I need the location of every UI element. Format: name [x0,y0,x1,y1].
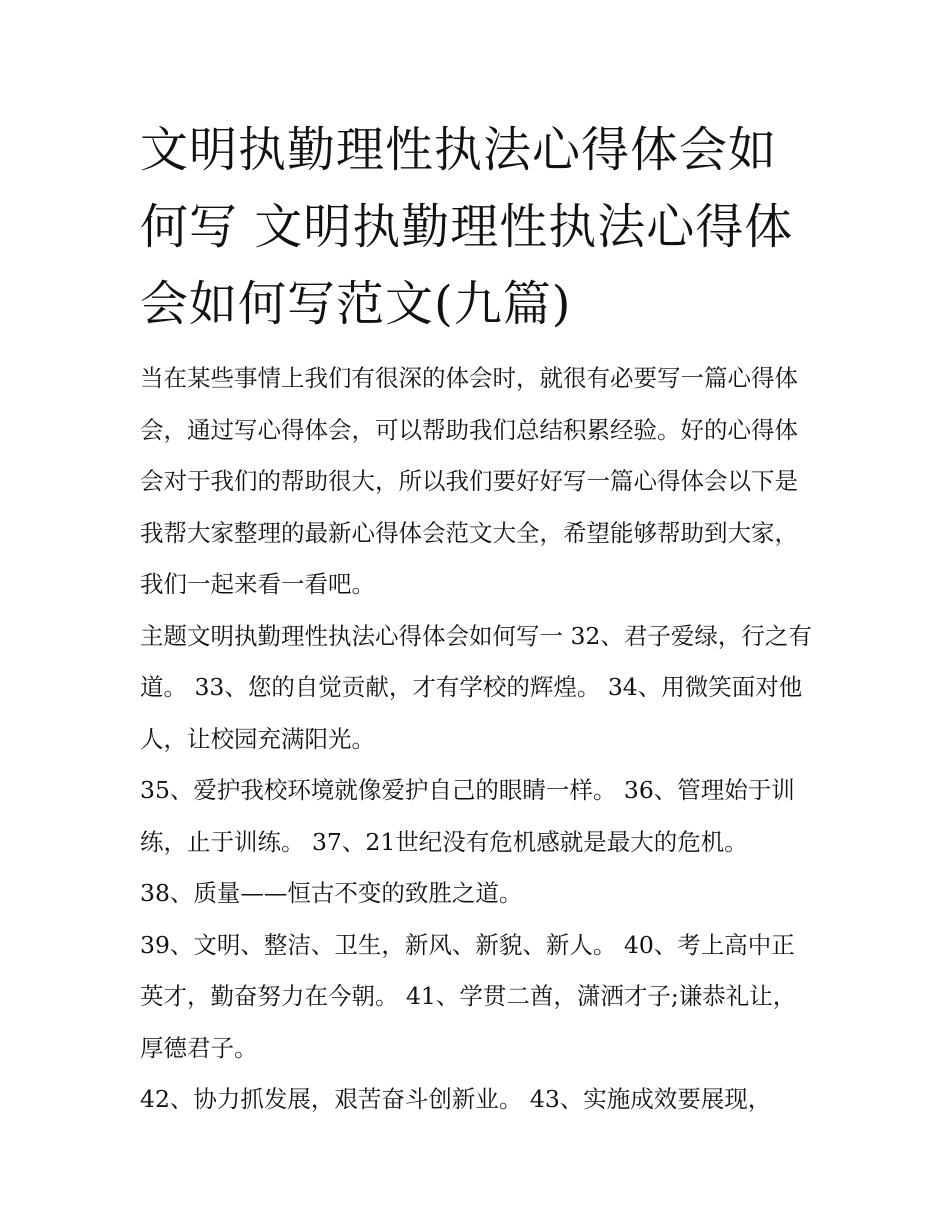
document-page [140,112,815,1126]
paragraph-slogans-35-37: 35、爱护我校环境就像爱护自己的眼睛一样。 36、管理始于训练，止于训练。 37、21世纪没有危机感就是最大的危机。 [140,776,795,856]
paragraph-slogans-39-41: 39、文明、整洁、卫生，新风、新貌、新人。 40、考上高中正英才，勤奋努力在今朝。 41、学贯二酋，潇洒才子;谦恭礼让，厚德君子。 [140,930,797,1062]
title-spacer [140,343,815,353]
paragraph-slogans-32-34: 主题文明执勤理性执法心得体会如何写一 32、君子爱绿，行之有道。 33、您的自觉贡献，才有学校的辉煌。 34、用微笑面对他人，让校园充满阳光。 [140,621,812,753]
paragraph-slogans-42-43: 42、协力抓发展，艰苦奋斗创新业。 43、实施成效要展现， [140,1085,772,1113]
document-title: 文明执勤理性执法心得体会如何写 文明执勤理性执法心得体会如何写范文(九篇) [140,122,794,332]
paragraph-intro: 当在某些事情上我们有很深的体会时，就很有必要写一篇心得体会，通过写心得体会，可以帮助我们总结积累经验。好的心得体会对于我们的帮助很大，所以我们要好好写一篇心得体会以下是我帮大家整理的最新心得体会范文大全，希望能够帮助到大家，我们一起来看一看吧。 [140,364,798,598]
paragraph-slogan-38: 38、质量——恒古不变的致胜之道。 [140,879,523,907]
